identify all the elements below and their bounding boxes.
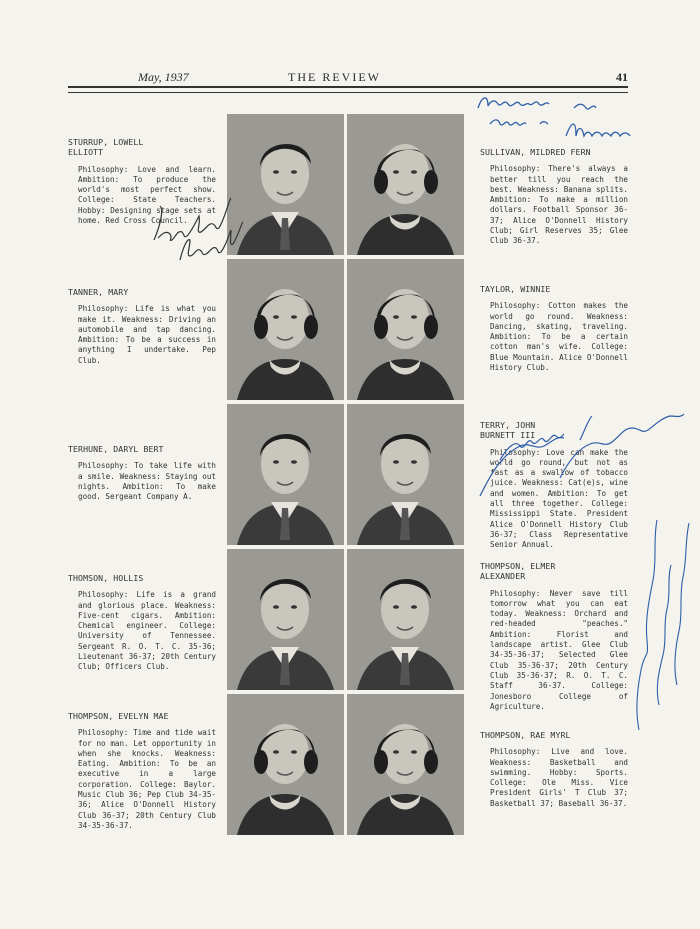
header-page-number: 41 [616,70,628,84]
student-entry-thomson [68,573,216,673]
student-bio: Philosophy: Love can make the world go round, but not as fast as a swallow of tobacco juice. Weakness: Cat(e)s, wine and women. Ambition: To get all three together. College: Mississippi State. President Alice O'Donnell History Club 36-37; Class Representative Senior Annual. [490,447,628,550]
student-bio: Philosophy: Cotton makes the world go round. Weakness: Dancing, skating, traveling. Ambition: To be a certain cotton man's wife. College: Blue Mountain. Alice O'Donnell History Club. [490,301,628,373]
student-name: THOMPSON, RAE MYRL [480,730,571,740]
student-bio: Philosophy: There's always a better till you reach the best. Weakness: Banana splits. Ambition: To make a million dollars. Football Sponsor 36-37; Alice O'Donnell History Club; Girl Reserves 35; Glee Club 36-37. [490,164,628,246]
portrait-photo [227,404,344,545]
portrait-photo [347,549,464,690]
portrait-photo [347,259,464,400]
student-entry-thompson-evelyn [68,711,216,831]
portrait-photo [347,114,464,255]
student-name: THOMPSON, ELMER ALEXANDER [480,561,556,582]
student-bio: Philosophy: Love and learn. Ambition: To produce the world's most perfect show. College: State Teachers. Hobby: Designing stage sets at home. Red Cross Council. [78,164,216,226]
student-name: SULLIVAN, MILDRED FERN [480,147,591,157]
student-bio: Philosophy: Life is a grand and glorious place. Weakness: Five-cent cigars. Ambition: Chemical engineer. College: University of Tennessee. Sergeant R. O. T. C. 35-36; Lieutenant 36-37; 20th Century Club; Officers Club. [78,590,216,672]
portrait-photo [227,549,344,690]
student-bio: Philosophy: Life is what you make it. Weakness: Driving an automobile and tap dancing. Ambition: To be a success in anything I undertake. Pep Club. [78,304,216,365]
student-name: TERRY, JOHN BURNETT III [480,420,536,441]
portrait-photo [227,259,344,400]
student-bio: Philosophy: Live and love. Weakness: Basketball and swimming. Hobby: Sports. College: Ole Miss. Vice President Girls' T Club 37; Basketball 37; Baseball 36-37. [490,747,628,808]
header-date: May, 1937 [138,70,189,84]
student-entry-thompson-rae [480,730,628,809]
student-name: THOMPSON, EVELYN MAE [68,711,169,721]
portrait-photo [347,404,464,545]
student-entry-taylor [480,284,628,373]
student-name: TAYLOR, WINNIE [480,284,551,294]
student-entry-tanner [68,287,216,366]
student-name: TERHUNE, DARYL BERT [68,444,164,454]
student-entry-sullivan [480,147,628,247]
student-name: TANNER, MARY [68,287,129,297]
handwritten-inscription-top-right [470,86,695,146]
student-entry-terhune [68,444,216,502]
student-bio: Philosophy: Never save till tomorrow what you can eat today. Weakness: Orchard and red-headed "peaches." Ambition: Florist and landscape artist. Glee Club 34-35-36-37; Selected Glee Club 35-36-37; 20th Century Club 35-36-37; R. O. T. C. Staff 36-37. College: Jonesboro College of Agriculture. [490,588,628,711]
student-entry-thompson-elmer [480,561,628,712]
student-name: STURRUP, LOWELL ELLIOTT [68,137,144,158]
portrait-photo [347,694,464,835]
student-bio: Philosophy: Time and tide wait for no man. Let opportunity in when she knocks. Weakness: Eating. Ambition: To be an executive in a large corporation. College: Baylor. Music Club 36; Pep Club 34-35-36; Alice O'Donnell History Club 36-37; 20th Century Club 34-35-36-37. [78,728,216,830]
portrait-photo [227,694,344,835]
student-bio: Philosophy: To take life with a smile. Weakness: Staying out nights. Ambition: To make good. Sergeant Company A. [78,461,216,502]
header-title: THE REVIEW [288,70,381,84]
handwritten-margin-note [625,475,700,740]
handwritten-signature-lowell [140,180,300,270]
student-name: THOMSON, HOLLIS [68,573,144,583]
